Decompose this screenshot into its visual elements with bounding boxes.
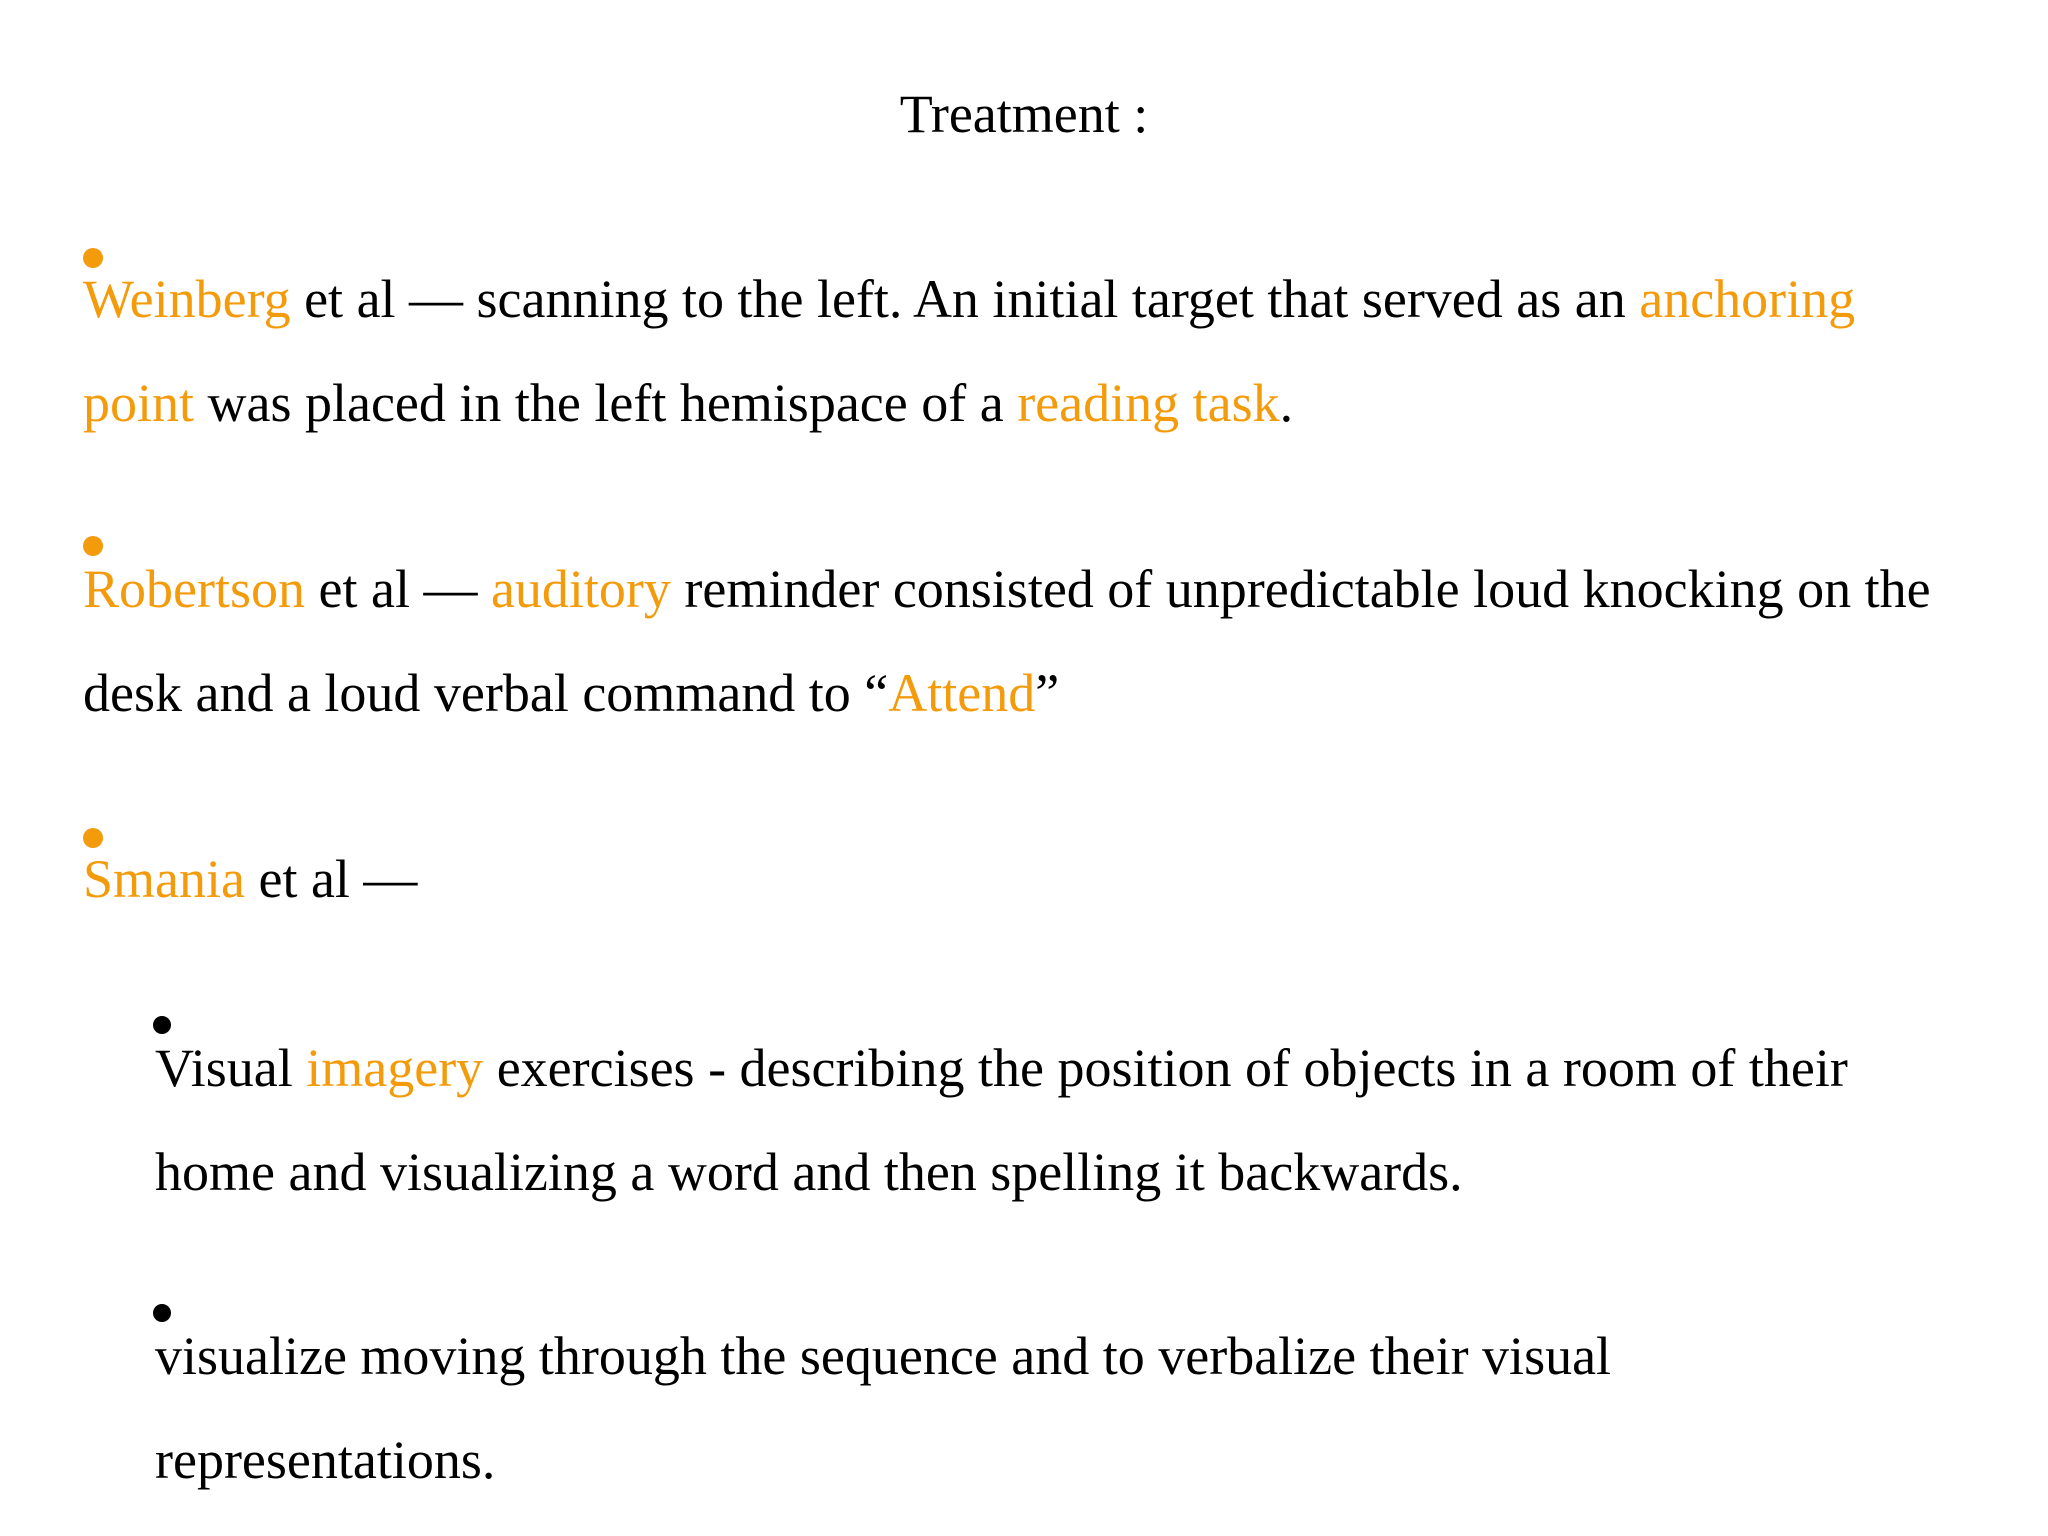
sub-bullet-item-visualize <box>155 1304 1611 1512</box>
bullet-line <box>155 1304 1611 1408</box>
bullet-line <box>83 827 417 931</box>
highlight-term: Weinberg <box>83 269 291 329</box>
bullet-line <box>83 641 1931 745</box>
page-title: Treatment : <box>899 84 1149 144</box>
bullet-item-smania <box>83 827 417 931</box>
text-segment: representations. <box>155 1430 496 1490</box>
highlight-term: Attend <box>888 663 1036 723</box>
text-segment: et al — scanning to the left. An initial target that served as an <box>290 269 1640 329</box>
text-segment: was placed in the left hemispace of a <box>194 373 1018 433</box>
bullet-line <box>83 351 1855 455</box>
text-segment: et al — <box>305 559 491 619</box>
text-segment: desk and a loud verbal command to “ <box>83 663 889 723</box>
text-segment: . <box>1279 373 1294 433</box>
text-segment: Visual <box>155 1038 307 1098</box>
bullet-line <box>155 1120 1848 1224</box>
highlight-term: auditory <box>490 559 671 619</box>
bullet-line <box>155 1408 1611 1512</box>
text-segment: et al — <box>244 849 418 909</box>
text-segment: home and visualizing a word and then spelling it backwards. <box>155 1142 1463 1202</box>
text-segment: exercises - describing the position of objects in a room of their <box>483 1038 1848 1098</box>
highlight-term: reading task <box>1017 373 1280 433</box>
text-segment: visualize moving through the sequence and to verbalize their visual <box>155 1326 1612 1386</box>
bullet-line <box>83 247 1855 351</box>
highlight-term: Smania <box>83 849 245 909</box>
highlight-term: anchoring <box>1639 269 1856 329</box>
bullet-line <box>83 537 1931 641</box>
sub-bullet-item-imagery <box>155 1016 1848 1224</box>
highlight-term: imagery <box>306 1038 484 1098</box>
text-segment: reminder consisted of unpredictable loud knocking on the <box>670 559 1931 619</box>
highlight-term: point <box>83 373 195 433</box>
highlight-term: Robertson <box>83 559 305 619</box>
text-segment: ” <box>1035 663 1060 723</box>
bullet-item-robertson <box>83 537 1931 745</box>
bullet-item-weinberg <box>83 247 1855 455</box>
bullet-line <box>155 1016 1848 1120</box>
